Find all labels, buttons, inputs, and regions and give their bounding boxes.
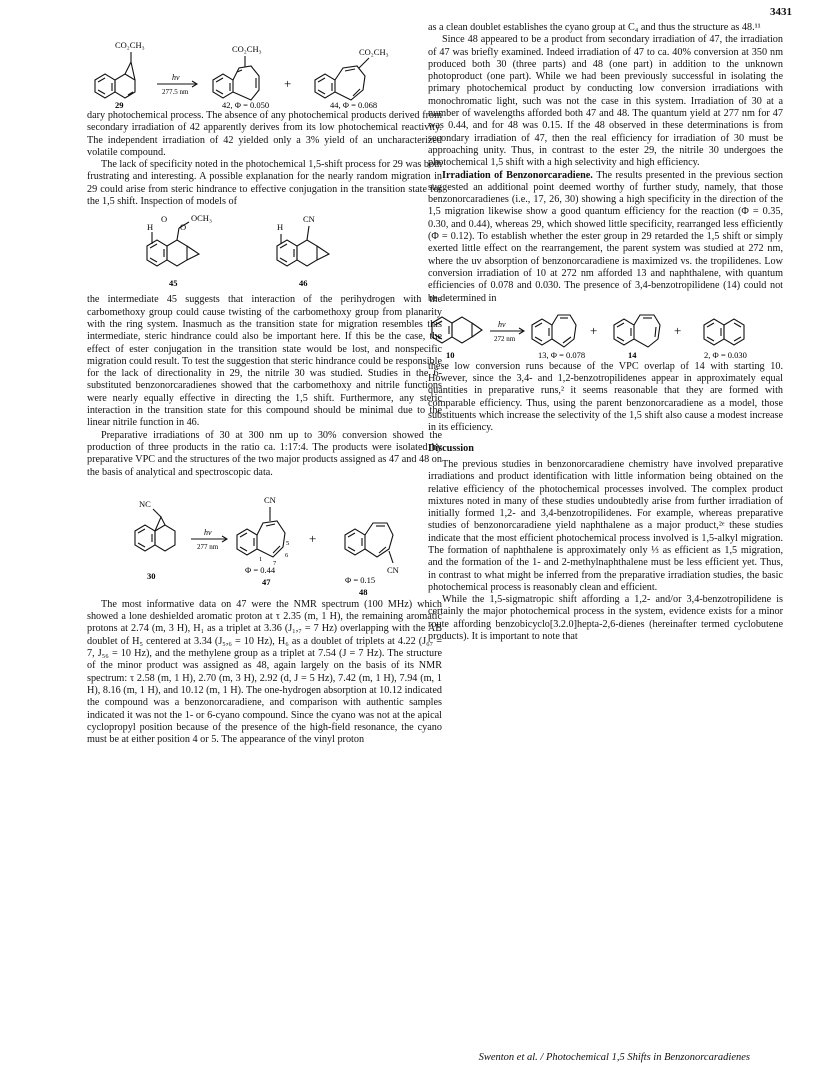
- page-number: 3431: [770, 6, 792, 18]
- right-paragraph-1: as a clean doublet establishes the cyano group at C₄ and thus the structure as 48.¹¹: [428, 22, 761, 33]
- arrow-bottom-label-2: 277 nm: [197, 542, 219, 551]
- cn-47: CN: [264, 494, 276, 505]
- och3-45: OCH₃: [191, 213, 212, 224]
- arrow-top-label-3: hν: [498, 319, 506, 329]
- scheme-45-46-drawing: [87, 208, 442, 294]
- label-46: 46: [299, 278, 308, 289]
- running-footer: Swenton et al. / Photochemical 1,5 Shifts in Benzonorcaradienes: [478, 1052, 750, 1063]
- h-45: H: [147, 222, 154, 233]
- scheme-30-to-47-48: [87, 479, 442, 599]
- right-paragraph-3: [428, 170, 783, 305]
- left-paragraph-5: The most informative data on 47 were the NMR spectrum (100 MHz) which showed a lone deshielded aromatic proton at τ 2.35 (m, 1 H), the remaining aromatic protons at 2.74 (m, 3 H), H₁ as a triplet at 3.36 (J₁,₇ = 7 Hz) overlapping with the AB doublet of H₅ centered at 3.34 (J₅,₆ = 10 Hz), H₆ as a doublet of triplets at 4.22 (J₆₇ = 7, J₅₆ = 10 Hz), and the methylene group as a triplet at 7.54 (J = 7 Hz). The structure of the minor product was assigned as 48, again largely on the basis of its NMR spectrum: τ 2.58 (m, 1 H), 2.70 (m, 3 H), 2.92 (d, J = 5 Hz), 7.42 (m, 1 H), 7.94 (m, 1 H), 8.16 (m, 1 H), and 10.12 (m, 1 H). The one-hydrogen absorption at 10.12 indicated the compound was a benzonorcaradiene, and comparison with authentic samples indicated it was not the 1- or 6-cyano compound. Since the cyano was not at the apical cyclopropyl position because of the presence of the high-field resonance, the cyano must be at either position 4 or 5. The appearance of the vinyl proton: [87, 598, 442, 746]
- label-42: 42, Φ = 0.050: [222, 100, 270, 110]
- left-paragraph-4: Preparative irradiations of 30 at 300 nm up to 30% conversion showed the production of three products in the ratio ca. 1:17:4. The products were isolated by preparative VPC and the structures of the two major products assigned as 47 and 48 on the basis of analytical and spectroscopic data.: [87, 429, 442, 478]
- right-paragraph-4: these low conversion runs because of the VPC overlap of 14 with starting 10. However, since the 3,4- and 1,2-benzotropilidenes appear in approximately equal quantities in preparative runs,² it seems reasonable that they are formed with comparable efficiency. Thus, using the parent benzonorcaradiene as a model, those substituents which increase the selectivity of the 1,5 shift also cause a modest increase in its efficiency.: [428, 360, 783, 434]
- phi-48: Φ = 0.15: [345, 574, 376, 585]
- c44-substituent: CO₂CH₃: [359, 47, 389, 57]
- right-paragraph-2: Since 48 appeared to be a product from secondary irradiation of 47, the irradiation of 47 was briefly examined. Indeed irradiation of 47 to ca. 40% conversion at 350 nm produced both 30 (three parts) and 48 (one part) in addition to the unknown photoproduct (one part). While we had been previously successful in isolating the primary photochemical product by conducting low conversion irradiations with monochromatic light, such was not the case in this system. Irradiation of 30 at a number of wavelengths afforded both 47 and 48. The quantum yield at 277 nm for 47 was 0.44, and for 48 was 0.15. If the 48 observed in these determinations is from secondary irradiation of 47, then the real efficiency for irradiation of 30 must be approaching unity. Thus, in contrast to the ester 29, the nitrile 30 undergoes the photochemical 1,5 shift with a high selectivity and high efficiency.: [428, 34, 783, 169]
- label-14: 14: [628, 349, 637, 360]
- label-45: 45: [169, 278, 178, 289]
- arrow-bottom-label: 277.5 nm: [162, 88, 189, 96]
- label-10: 10: [446, 349, 455, 360]
- nc-30: NC: [139, 498, 151, 509]
- label-30: 30: [147, 570, 156, 581]
- label-48: 48: [359, 586, 368, 597]
- label-2: 2, Φ = 0.030: [704, 349, 747, 360]
- arrow-bottom-label-3: 272 nm: [494, 334, 516, 343]
- left-paragraph-1: dary photochemical process. The absence of any photochemical products derived from secondary irradiation of 42 apparently derives from its low photochemical reactivity. The independent irradiation of 42 yielded only a 3% yield of an uncharacterized volatile compound.: [87, 110, 442, 158]
- cn-48: CN: [387, 564, 399, 575]
- phi-47: Φ = 0.44: [245, 564, 276, 575]
- label-44: 44, Φ = 0.068: [330, 100, 378, 110]
- arrow-top-label: hν: [172, 73, 180, 82]
- scheme-29-to-42-44: [87, 22, 442, 110]
- arrow-top-label-2: hν: [204, 527, 212, 537]
- h-46: H: [277, 222, 284, 233]
- plus-sign-3: +: [590, 322, 598, 338]
- left-column: [87, 22, 442, 746]
- section-heading-irradiation: Irradiation of Benzonorcaradiene.: [442, 169, 593, 181]
- right-paragraph-3-text: The results presented in the previous section suggested an additional point deemed worthy of further study, namely, that those benzonorcaradienes (i.e., 17, 26, 30) showing a high specificity in the direction of the 1,5 migration likewise show a good quantum efficiency for the reaction (Φ = 0.35, 0.30, and 0.44), whereas 29, which showed little specificity, rearranged less efficiently (Φ = 0.12). To establish whether the ester group in 29 retarded the 1,5 shift or simply exerted little effect on the rearrangement, the parent system was studied at 272 nm, where the uv absorption of benzonorcaradiene is maximized vs. the tropilidenes. Low conversion irradiation of 10 at 272 nm afforded 13 and naphthalene, with quantum efficiencies of 0.078 and 0.030. The presence of 3,4-benzotropilidene (14) could not be determined in: [428, 169, 783, 304]
- scheme-45-46: [87, 208, 442, 294]
- right-paragraph-5: The previous studies in benzonorcaradiene chemistry have involved preparative irradiations and product identification with little information being obtained on the relative efficiency of the photochemical processes involved. The complex product mixtures noted in many of these studies undoubtedly arise from further irradiation of initially formed 1,2- and 3,4-benzotropilidenes. For example, whereas preparative studies of benzonorcaradiene yield naphthalene as a major product,²ᵉ these studies indicate that the most efficient photochemical process involved is 1,5-alkyl migration. The formation of naphthalene is approximately only ⅓ as efficient as 1,5 migration, and the formation of the 1- and 2-methylnaphthalene must be less efficient yet. Thus, in contrast to what might be inferred from the preparative irradiation studies, the basic photochemical process is reasonably clean and efficient.: [428, 458, 783, 593]
- atom-num-6: 6: [285, 551, 289, 559]
- scheme-29-drawing: [87, 22, 442, 110]
- atom-num-5: 5: [286, 539, 290, 547]
- scheme-10-photolysis: [428, 305, 783, 361]
- right-paragraph-6: While the 1,5-sigmatropic shift affording a 1,2- and/or 3,4-benzotropilidene is certainly the major photochemical process in the system, evidence exists for a minor route affording benzobicyclo[3.2.0]hepta-2,6-dienes (hereinafter termed cyclobutene products). It is important to note that: [428, 594, 783, 643]
- o-45-a: O: [161, 214, 168, 225]
- left-paragraph-3: the intermediate 45 suggests that interaction of the perihydrogen with the carbomethoxy group could cause twisting of the carbomethoxy group from planarity with the ring system. Inasmuch as the transition state for migration resembles this intermediate, steric hindrance could also be important here. If this be the case, the effect of ester conjugation in the transition state would be lost, and nonspecific migration could result. To test the suggestion that steric hindrance could be responsible for the lack of directionality in 29, the nitrile 30 was studied. Studies in the 6-substituted benzonorcaradienes showed that the carbomethoxy and nitrile functions were nearly equally effective in directing the 1,5 shift. Furthermore, any steric interaction in the transition state for this compound should be minimal due to the linear nitrile function in 46.: [87, 294, 442, 429]
- o-45-b: O: [180, 222, 187, 233]
- c29-substituent: CO₂CH₃: [115, 40, 145, 50]
- cn-46: CN: [303, 214, 315, 225]
- scheme-10-drawing: [428, 305, 783, 361]
- scheme-30-drawing: [87, 479, 442, 599]
- left-paragraph-2: The lack of specificity noted in the photochemical 1,5-shift process for 29 was both frustrating and interesting. A possible explanation for the nearly random migration in 29 could arise from steric hindrance to effective conjugation in the transition state for the 1,5 shift. Inspection of models of: [87, 159, 442, 208]
- label-13: 13, Φ = 0.078: [538, 349, 586, 360]
- atom-num-1: 1: [259, 555, 263, 563]
- label-29: 29: [115, 100, 124, 110]
- plus-sign: +: [284, 76, 292, 91]
- section-heading-discussion: Discussion: [428, 442, 474, 454]
- right-column: [428, 22, 783, 643]
- label-47: 47: [262, 576, 271, 587]
- atom-num-7: 7: [273, 559, 277, 567]
- plus-sign-4: +: [674, 322, 682, 338]
- c42-substituent: CO₂CH₃: [232, 44, 262, 54]
- plus-sign-2: +: [309, 530, 317, 546]
